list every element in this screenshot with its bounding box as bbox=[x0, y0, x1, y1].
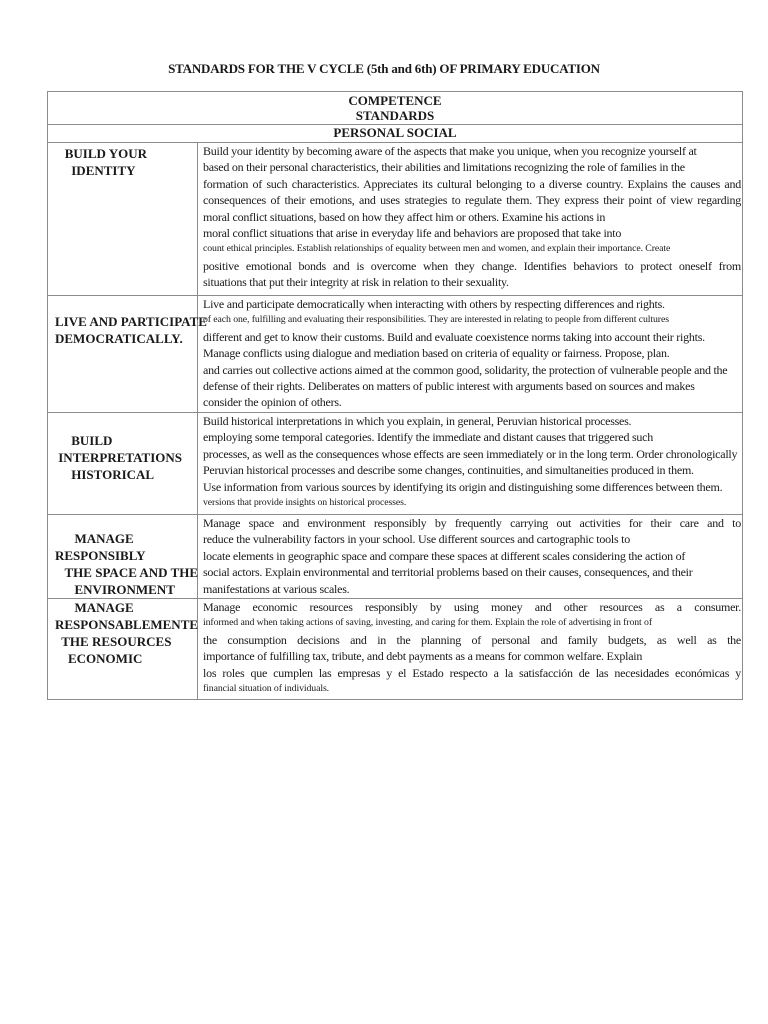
document-title: STANDARDS FOR THE V CYCLE (5th and 6th) OF PRIMARY EDUCATION bbox=[168, 61, 600, 76]
standard-line: informed and when taking actions of saving, investing, and caring for them. Explain the role of advertising in front of bbox=[203, 617, 652, 629]
competence-cell: MANAGE RESPONSABLEMENTE THE RESOURCES ECONOMIC bbox=[48, 599, 198, 699]
standard-line: defense of their rights. Deliberates on matters of public interest with arguments based on sources and makes bbox=[203, 379, 695, 394]
standard-line: Manage conflicts using dialogue and mediation based on criteria of equality or fairness. Propose, plan. bbox=[203, 346, 670, 361]
standards-table bbox=[47, 91, 743, 700]
standard-line: positive emotional bonds and is overcome when they change. Identifies behaviors to protect oneself from bbox=[203, 258, 741, 273]
header-standards: STANDARDS bbox=[355, 108, 435, 123]
standard-line: importance of fulfilling tax, tribute, and debt payments as a means for common welfare. Explain bbox=[203, 649, 643, 664]
table-row-historical bbox=[48, 413, 742, 515]
table-row-live-participate bbox=[48, 296, 742, 413]
table-header bbox=[48, 92, 742, 125]
header-competence: COMPETENCE bbox=[348, 93, 442, 108]
table-row-build-identity bbox=[48, 143, 742, 296]
standard-line: Manage space and environment responsibly by frequently carrying out activities for their care and to bbox=[203, 516, 741, 530]
area-header: PERSONAL SOCIAL bbox=[48, 125, 742, 143]
standard-line: Build your identity by becoming aware of the aspects that make you unique, when you recognize yourself at bbox=[203, 144, 697, 158]
competence-cell: MANAGE RESPONSIBLY THE SPACE AND THE ENVIRONMENT bbox=[48, 515, 198, 598]
table-row-economic-resources bbox=[48, 599, 742, 699]
standard-cell bbox=[198, 515, 741, 598]
competence-cell: BUILD INTERPRETATIONS HISTORICAL bbox=[48, 413, 198, 514]
standard-line: Manage economic resources responsibly by using money and other resources as a consumer. bbox=[203, 600, 741, 614]
standard-line: employing some temporal categories. Identify the immediate and distant causes that triggered such bbox=[203, 430, 653, 445]
standard-line: of each one, fulfilling and evaluating their responsibilities. They are interested in relating to people from different cultures bbox=[203, 314, 669, 326]
standard-line: versions that provide insights on historical processes. bbox=[203, 497, 407, 509]
standard-line: Live and participate democratically when interacting with others by respecting differences and rights. bbox=[203, 297, 665, 311]
standard-line: processes, as well as the consequences whose effects are seen immediately or in the long term. Order chronologically bbox=[203, 446, 738, 461]
standard-line: count ethical principles. Establish relationships of equality between men and women, and explain their importance. Create bbox=[203, 243, 671, 255]
standard-line: Use information from various sources by identifying its origin and distinguishing some differences between them. bbox=[203, 479, 723, 494]
standard-cell bbox=[198, 413, 741, 514]
standard-line: consequences of their emotions, and uses strategies to regulate them. They express their point of view regarding bbox=[203, 193, 741, 208]
standard-line: based on their personal characteristics, their abilities and limitations recognizing the role of families in the bbox=[203, 160, 685, 175]
standard-cell bbox=[198, 143, 741, 295]
standard-line: different and get to know their customs. Build and evaluate coexistence norms taking into account their rights. bbox=[203, 329, 705, 344]
standard-line: the consumption decisions and in the planning of personal and family budgets, as well as the bbox=[203, 632, 741, 647]
standard-line: financial situation of individuals. bbox=[203, 683, 330, 695]
competence-cell: BUILD YOUR IDENTITY bbox=[48, 143, 198, 295]
standard-line: moral conflict situations that arise in everyday life and behaviors are proposed that take into bbox=[203, 226, 622, 241]
standard-line: consider the opinion of others. bbox=[203, 395, 342, 410]
standard-line: los roles que cumplen las empresas y el Estado respecto a la satisfacción de las necesidades económicas y bbox=[203, 665, 741, 680]
standard-cell bbox=[198, 296, 741, 412]
standard-line: Peruvian historical processes and describe some changes, continuities, and simultaneities produced in them. bbox=[203, 463, 694, 478]
standard-line: reduce the vulnerability factors in your school. Use different sources and cartographic tools to bbox=[203, 532, 630, 547]
standard-line: formation of such characteristics. Appreciates its cultural belonging to a diverse country. Explains the causes and bbox=[203, 176, 741, 191]
standard-cell bbox=[198, 599, 741, 699]
standard-line: social actors. Explain environmental and territorial problems based on their causes, consequences, and their bbox=[203, 565, 693, 580]
table-row-space-environment bbox=[48, 515, 742, 599]
standard-line: situations that put their integrity at risk in relation to their sexuality. bbox=[203, 275, 509, 290]
standard-line: manifestations at various scales. bbox=[203, 581, 350, 596]
standard-line: and carries out collective actions aimed at the common good, solidarity, the protection of vulnerable people and the bbox=[203, 362, 728, 377]
competence-cell: LIVE AND PARTICIPATE DEMOCRATICALLY. bbox=[48, 296, 198, 412]
standard-line: Build historical interpretations in which you explain, in general, Peruvian historical processes. bbox=[203, 414, 632, 428]
standard-line: moral conflict situations, based on how they affect him or others. Examine his actions in bbox=[203, 209, 606, 224]
standard-line: locate elements in geographic space and compare these spaces at different scales considering the action of bbox=[203, 548, 686, 563]
